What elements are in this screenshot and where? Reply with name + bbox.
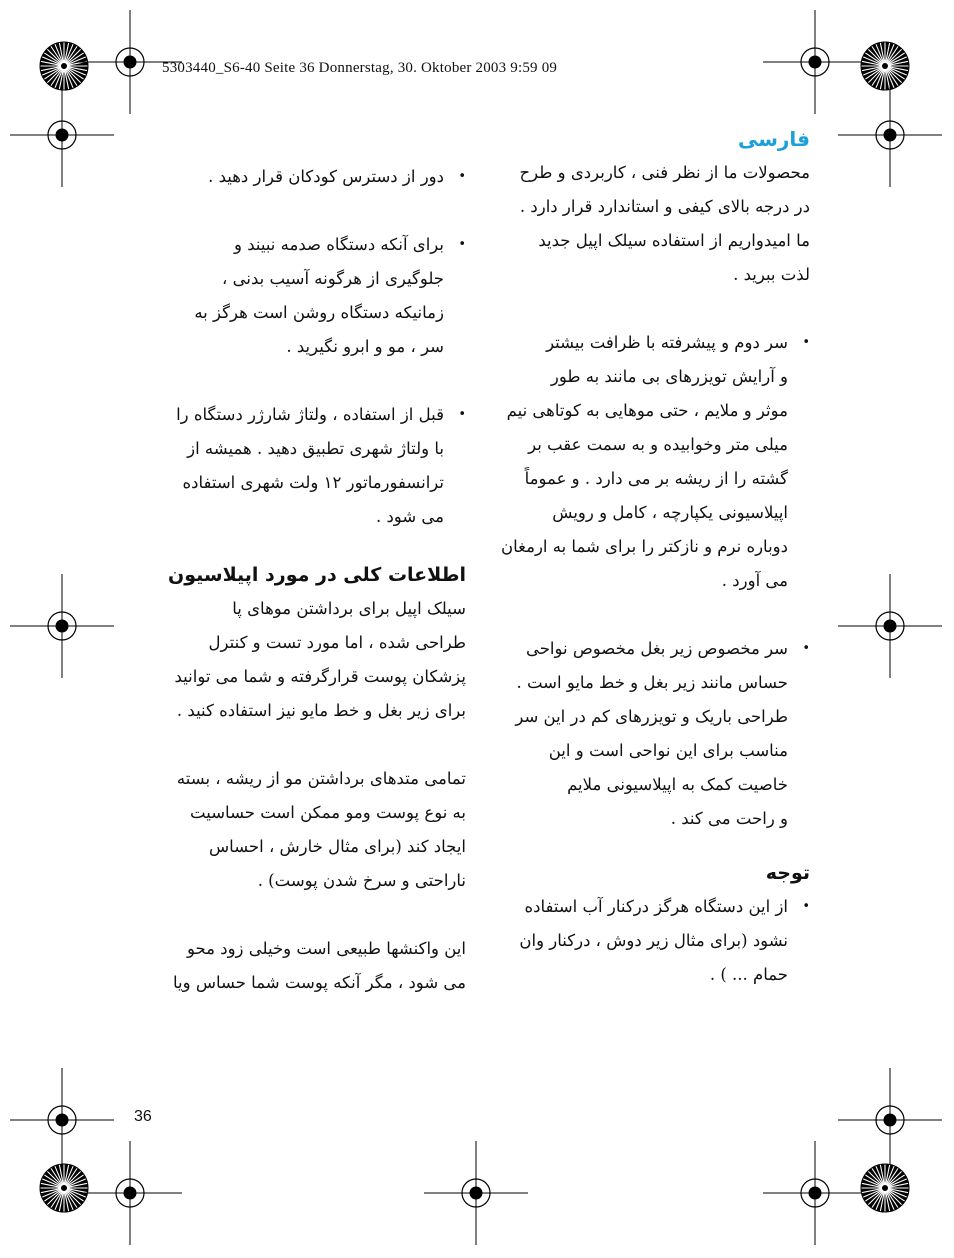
bullet-line: برای آنکه دستگاه صدمه نبیند و	[233, 235, 444, 254]
bullet-line: سر مخصوص زیر بغل مخصوص نواحی	[525, 639, 788, 658]
bullet-line: و آرایش تویزرهای بی مانند به طور	[550, 367, 788, 386]
bullet-line: طراحی باریک و تویزرهای کم در این سر	[515, 707, 788, 726]
bullet-children	[140, 160, 466, 194]
bullet-voltage	[140, 398, 466, 534]
bullet-line: می آورد .	[721, 571, 788, 590]
bullet-line: میلی متر وخوابیده و به سمت عقب بر	[528, 435, 788, 454]
info-line: برای زیر بغل و خط مایو نیز استفاده کنید .	[176, 701, 466, 720]
bullet-line: سر دوم و پیشرفته با ظرافت بیشتر	[546, 333, 788, 352]
bullet-underarm-head	[488, 632, 810, 836]
bullet-line: جلوگیری از هرگونه آسیب بدنی ،	[222, 269, 444, 288]
bullet-damage	[140, 228, 466, 364]
intro-line: در درجه بالای کیفی و استاندارد قرار دارد .	[519, 197, 810, 216]
info-line: پزشکان پوست قرارگرفته و شما می توانید	[174, 667, 466, 686]
bullet-dot: •	[458, 237, 466, 252]
intro-line: ما امیدواریم از استفاده سیلک اپیل جدید	[538, 231, 810, 250]
intro-line: محصولات ما از نظر فنی ، کاربردی و طرح	[519, 163, 810, 182]
bullet-line: اپیلاسیونی یکپارچه ، کامل و رویش	[552, 503, 788, 522]
methods-line: به نوع پوست ومو ممکن است حساسیت	[190, 803, 466, 822]
caution-heading: توجه	[765, 862, 810, 884]
bullet-line: خاصیت کمک به اپیلاسیونی ملایم	[567, 775, 788, 794]
methods-line: ناراحتی و سرخ شدن پوست) .	[257, 871, 466, 890]
bullet-line: گشته را از ریشه بر می دارد . و عموماً	[524, 469, 788, 488]
right-column	[488, 124, 810, 992]
bullet-line: با ولتاژ شهری تطبیق دهید . همیشه از	[187, 439, 444, 458]
info-line: طراحی شده ، اما مورد تست و کنترل	[208, 633, 466, 652]
bullet-second-head	[488, 326, 810, 598]
bullet-dot: •	[458, 169, 466, 184]
caution-bullet	[488, 890, 810, 992]
bullet-line: و راحت می کند .	[670, 809, 788, 828]
bullet-line: می شود .	[375, 507, 444, 526]
bullet-line: حساس مانند زیر بغل و خط مایو است .	[516, 673, 788, 692]
bullet-dot: •	[802, 899, 810, 914]
bullet-line: قبل از استفاده ، ولتاژ شارژر دستگاه را	[176, 405, 444, 424]
reactions-line: این واکنشها طبیعی است وخیلی زود محو	[186, 939, 466, 958]
bullet-line: مناسب برای این نواحی است و این	[548, 741, 788, 760]
bullet-line: از این دستگاه هرگز درکنار آب استفاده	[524, 897, 788, 916]
intro-line: لذت ببرید .	[733, 265, 810, 284]
print-imprint-header: 5303440_S6-40 Seite 36 Donnerstag, 30. Oktober 2003 9:59 09	[162, 60, 558, 76]
bullet-line: زمانیکه دستگاه روشن است هرگز به	[194, 303, 444, 322]
bullet-line: سر ، مو و ابرو نگیرید .	[286, 337, 444, 356]
left-column	[140, 160, 466, 1000]
bullet-line: موثر و ملایم ، حتی موهایی به کوتاهی نیم	[506, 401, 788, 420]
language-title: فارسی	[737, 127, 810, 151]
reactions-line: می شود ، مگر آنکه پوست شما حساس ویا	[173, 973, 466, 992]
bullet-line: نشود (برای مثال زیر دوش ، درکنار وان	[519, 931, 788, 950]
bullet-line: حمام ... ) .	[709, 965, 788, 984]
bullet-dot: •	[802, 335, 810, 350]
bullet-dot: •	[458, 407, 466, 422]
info-line: سیلک اپیل برای برداشتن موهای پا	[232, 599, 466, 618]
bullet-line: دور از دسترس کودکان قرار دهید .	[208, 167, 444, 186]
info-heading: اطلاعات کلی در مورد اپیلاسیون	[168, 564, 466, 586]
bullet-dot: •	[802, 641, 810, 656]
page-number: 36	[134, 1108, 152, 1125]
methods-line: ایجاد کند (برای مثال خارش ، احساس	[209, 837, 466, 856]
bullet-line: ترانسفورماتور ۱۲ ولت شهری استفاده	[182, 473, 444, 492]
bullet-line: دوباره نرم و نازکتر را برای شما به ارمغان	[501, 537, 788, 556]
methods-line: تمامی متدهای برداشتن مو از ریشه ، بسته	[176, 769, 466, 788]
